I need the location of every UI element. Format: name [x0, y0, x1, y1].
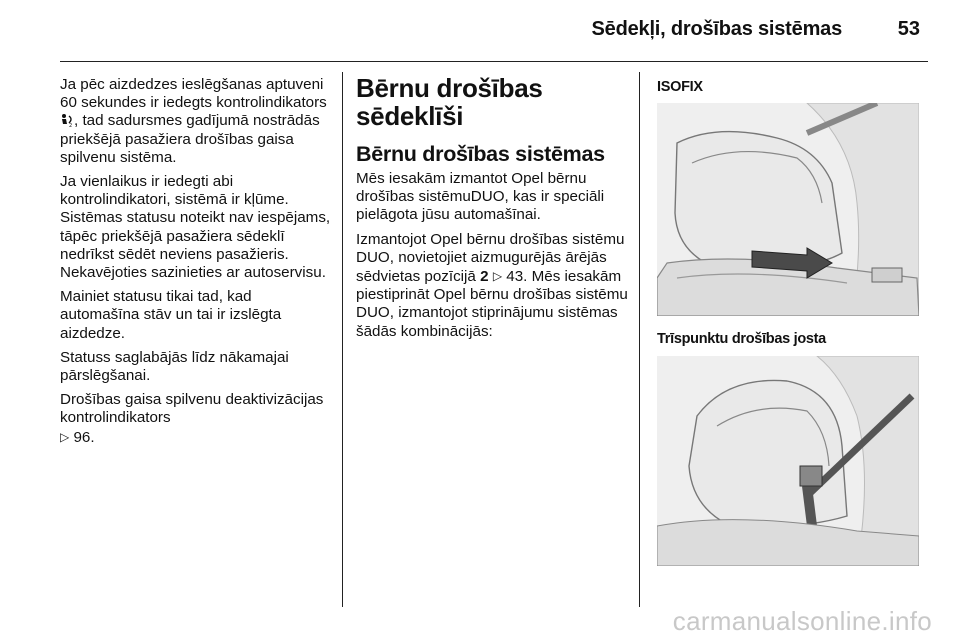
column-divider: [342, 72, 343, 607]
page-reference[interactable]: 96.: [73, 428, 95, 446]
paragraph: [356, 231, 628, 341]
svg-text:2: 2: [69, 123, 73, 128]
page-header: [60, 0, 928, 62]
column-divider: [639, 72, 640, 607]
text: Drošības gaisa spilvenu deaktivizācijas kontrolindikators: [60, 391, 324, 427]
watermark: carmanualsonline.info: [672, 606, 932, 636]
airbag-passenger-icon: [60, 113, 74, 127]
page-number: 53: [897, 18, 920, 40]
reference-arrow-icon: ▷: [60, 429, 70, 444]
figure-label-isofix: ISOFIX: [657, 79, 703, 95]
paragraph: [60, 76, 332, 167]
three-point-belt-seat-drawing: [657, 356, 919, 566]
header-title: Sēdekļi, drošības sistēmas: [591, 18, 842, 40]
paragraph: [60, 391, 332, 447]
paragraph: Mainiet statusu tikai tad, kad automašīna stāv un tai ir izslēgta aizdedze.: [60, 288, 282, 342]
text: Mēs iesakām piestiprināt Opel bērnu drošības sistēmu DUO, izmantojot stiprinājumu sistēmas šādās kombinācijās:: [356, 268, 628, 340]
page-reference[interactable]: 43.: [506, 268, 528, 286]
three-point-belt-child-seat-illustration: [657, 356, 919, 566]
left-column: [60, 76, 332, 453]
paragraph: Mēs iesakām izmantot Opel bērnu drošības sistēmuDUO, kas ir speciāli pielāgota jūsu automašīnai.: [356, 170, 605, 224]
isofix-child-seat-illustration: [657, 103, 919, 316]
text: Ja pēc aizdedzes ieslēgšanas aptuveni 60 sekundes ir iedegts kontrolindikators: [60, 76, 327, 112]
isofix-seat-drawing: [657, 103, 919, 316]
reference-arrow-icon: ▷: [492, 269, 503, 284]
middle-column: [356, 73, 628, 347]
text: , tad sadursmes gadījumā nostrādās priekšējā pasažiera drošības gaisa spilvenu sistēma.: [60, 112, 320, 166]
paragraph: Ja vienlaikus ir iedegti abi kontrolindikatori, sistēmā ir kļūme. Sistēmas statusu noteikt nav iespējams, tāpēc priekšējā pasažiera sēdeklī nedrīkst sēdēt neviens pasažieris. Nekavējoties sazinieties ar autoservisu.: [60, 173, 331, 282]
section-heading: Bērnu drošības sēdeklīši: [356, 73, 543, 131]
text: Izmantojot Opel bērnu drošības sistēmu DUO, novietojiet aizmugurējās ārējās sēdvietas pozīcijā: [356, 230, 625, 286]
position-number: 2: [480, 268, 489, 286]
figure-label-three-point-belt: Trīspunktu drošības josta: [657, 331, 826, 347]
sub-heading: Bērnu drošības sistēmas: [356, 142, 605, 166]
paragraph: Statuss saglabājās līdz nākamajai pārslēgšanai.: [60, 348, 289, 385]
